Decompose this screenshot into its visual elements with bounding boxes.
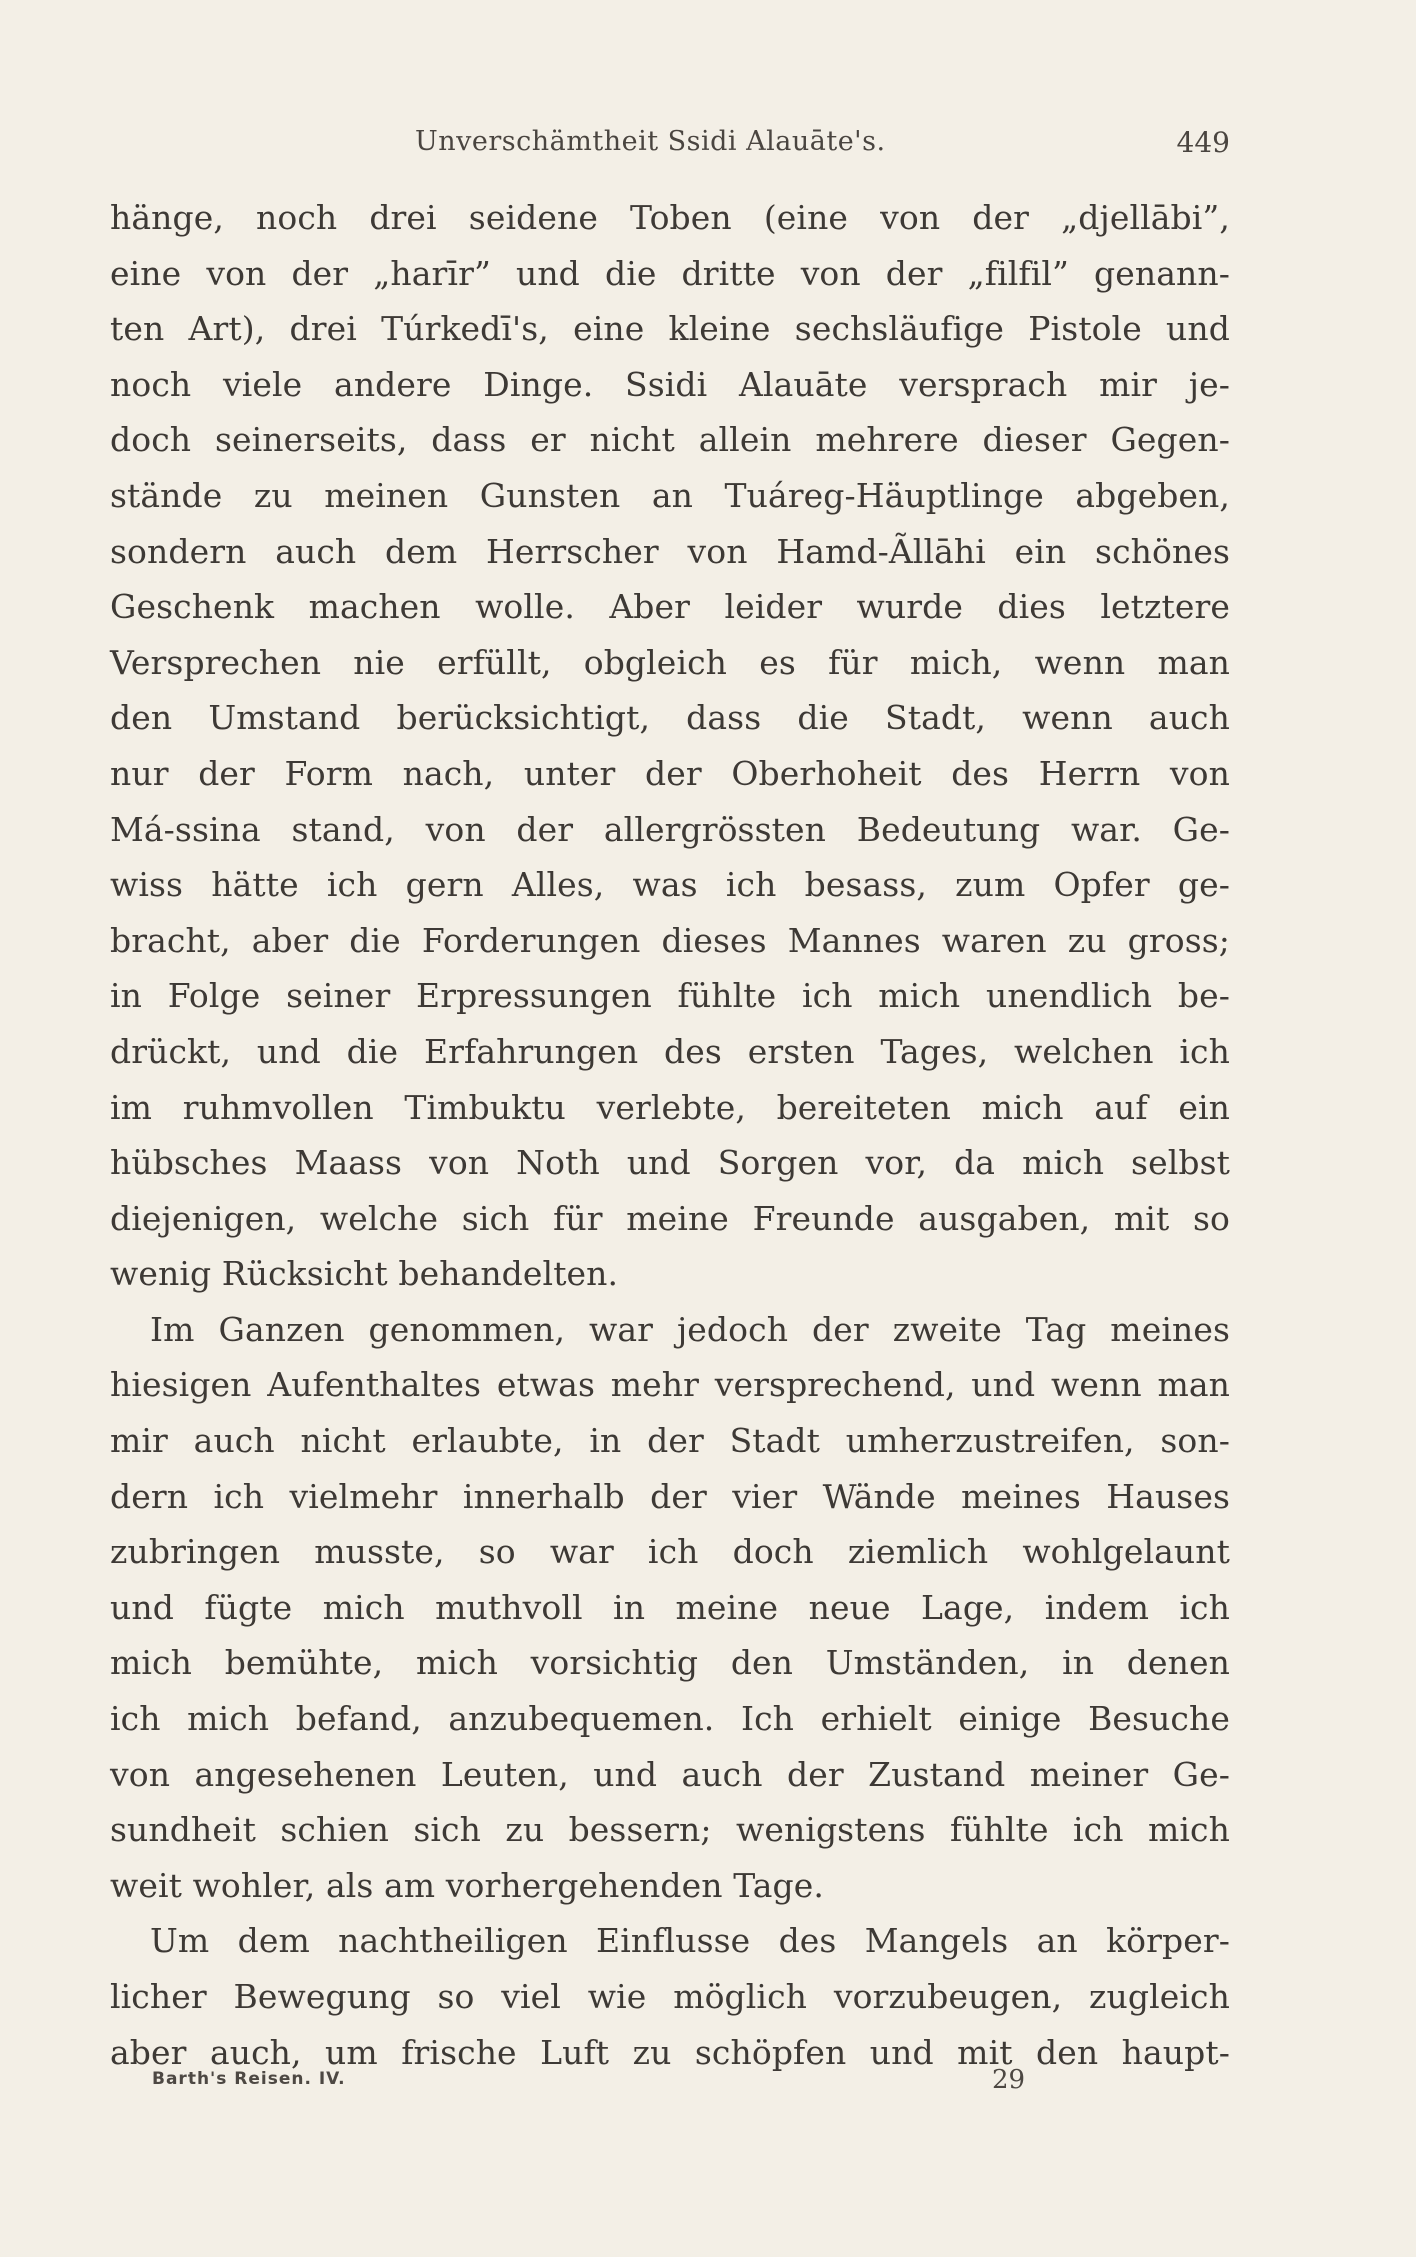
paragraph-start-line: Im Ganzen genommen, war jedoch der zweite Tag meines [150,1309,1230,1349]
text-line: mich bemühte, mich vorsichtig den Umständen, in denen [110,1643,1230,1683]
text-line: Geschenk machen wolle. Aber leider wurde dies letztere [110,587,1230,627]
text-line: ich mich befand, anzubequemen. Ich erhielt einige Besuche [110,1699,1230,1739]
text-line: drückt, und die Erfahrungen des ersten Tages, welchen ich [110,1031,1230,1071]
text-line: Má-ssina stand, von der allergrössten Bedeutung war. Ge- [110,809,1230,849]
text-line: den Umstand berücksichtigt, dass die Stadt, wenn auch [110,698,1230,738]
text-line: von angesehenen Leuten, und auch der Zustand meiner Ge- [110,1754,1230,1794]
text-line: hübsches Maass von Noth und Sorgen vor, da mich selbst [110,1143,1230,1183]
text-line: licher Bewegung so viel wie möglich vorzubeugen, zugleich [110,1977,1230,2016]
text-line: ten Art), drei Túrkedī's, eine kleine sechsläufige Pistole und [110,309,1230,349]
page-footer [152,2065,1032,2105]
text-line: eine von der „harīr” und die dritte von der „filfil” genann- [110,253,1230,293]
page-header [110,126,1230,166]
text-line: wenig Rücksicht behandelten. [110,1254,619,1294]
text-line: Versprechen nie erfüllt, obgleich es für mich, wenn man [110,642,1230,682]
text-line: diejenigen, welche sich für meine Freunde ausgaben, mit so [110,1198,1230,1238]
text-line: zubringen musste, so war ich doch ziemlich wohlgelaunt [110,1532,1230,1572]
running-title: Unverschämtheit Ssidi Alauāte's. [415,126,886,157]
text-line: mir auch nicht erlaubte, in der Stadt umherzustreifen, son- [110,1421,1230,1461]
text-line: in Folge seiner Erpressungen fühlte ich mich unendlich be- [110,976,1230,1016]
text-line: stände zu meinen Gunsten an Tuáreg-Häuptlinge abgeben, [110,475,1230,515]
text-line: im ruhmvollen Timbuktu verlebte, bereiteten mich auf ein [110,1087,1230,1127]
text-line: weit wohler, als am vorhergehenden Tage. [110,1865,824,1905]
text-line: sondern auch dem Herrscher von Hamd-Ãllāhi ein schönes [110,531,1230,571]
text-line: bracht, aber die Forderungen dieses Mannes waren zu gross; [110,920,1230,960]
page-number: 449 [1176,126,1230,159]
body-text [110,190,1230,2080]
text-line: sundheit schien sich zu bessern; wenigstens fühlte ich mich [110,1810,1230,1850]
printer-signature: Barth's Reisen. IV. [152,2069,346,2089]
text-line: hänge, noch drei seidene Toben (eine von der „djellābi”, [110,198,1230,237]
text-line: noch viele andere Dinge. Ssidi Alauāte versprach mir je- [110,364,1230,404]
text-line: doch seinerseits, dass er nicht allein mehrere dieser Gegen- [110,420,1230,460]
text-line: und fügte mich muthvoll in meine neue Lage, indem ich [110,1587,1230,1627]
text-line: dern ich vielmehr innerhalb der vier Wände meines Hauses [110,1476,1230,1516]
paragraph-start-line: Um dem nachtheiligen Einflusse des Mangels an körper- [150,1921,1230,1961]
sheet-number: 29 [992,2065,1026,2095]
text-line: hiesigen Aufenthaltes etwas mehr versprechend, und wenn man [110,1365,1230,1405]
text-line: nur der Form nach, unter der Oberhoheit des Herrn von [110,753,1230,793]
text-line: wiss hätte ich gern Alles, was ich besass, zum Opfer ge- [110,865,1230,905]
text-line: aber auch, um frische Luft zu schöpfen und mit den haupt- [110,2032,1230,2072]
